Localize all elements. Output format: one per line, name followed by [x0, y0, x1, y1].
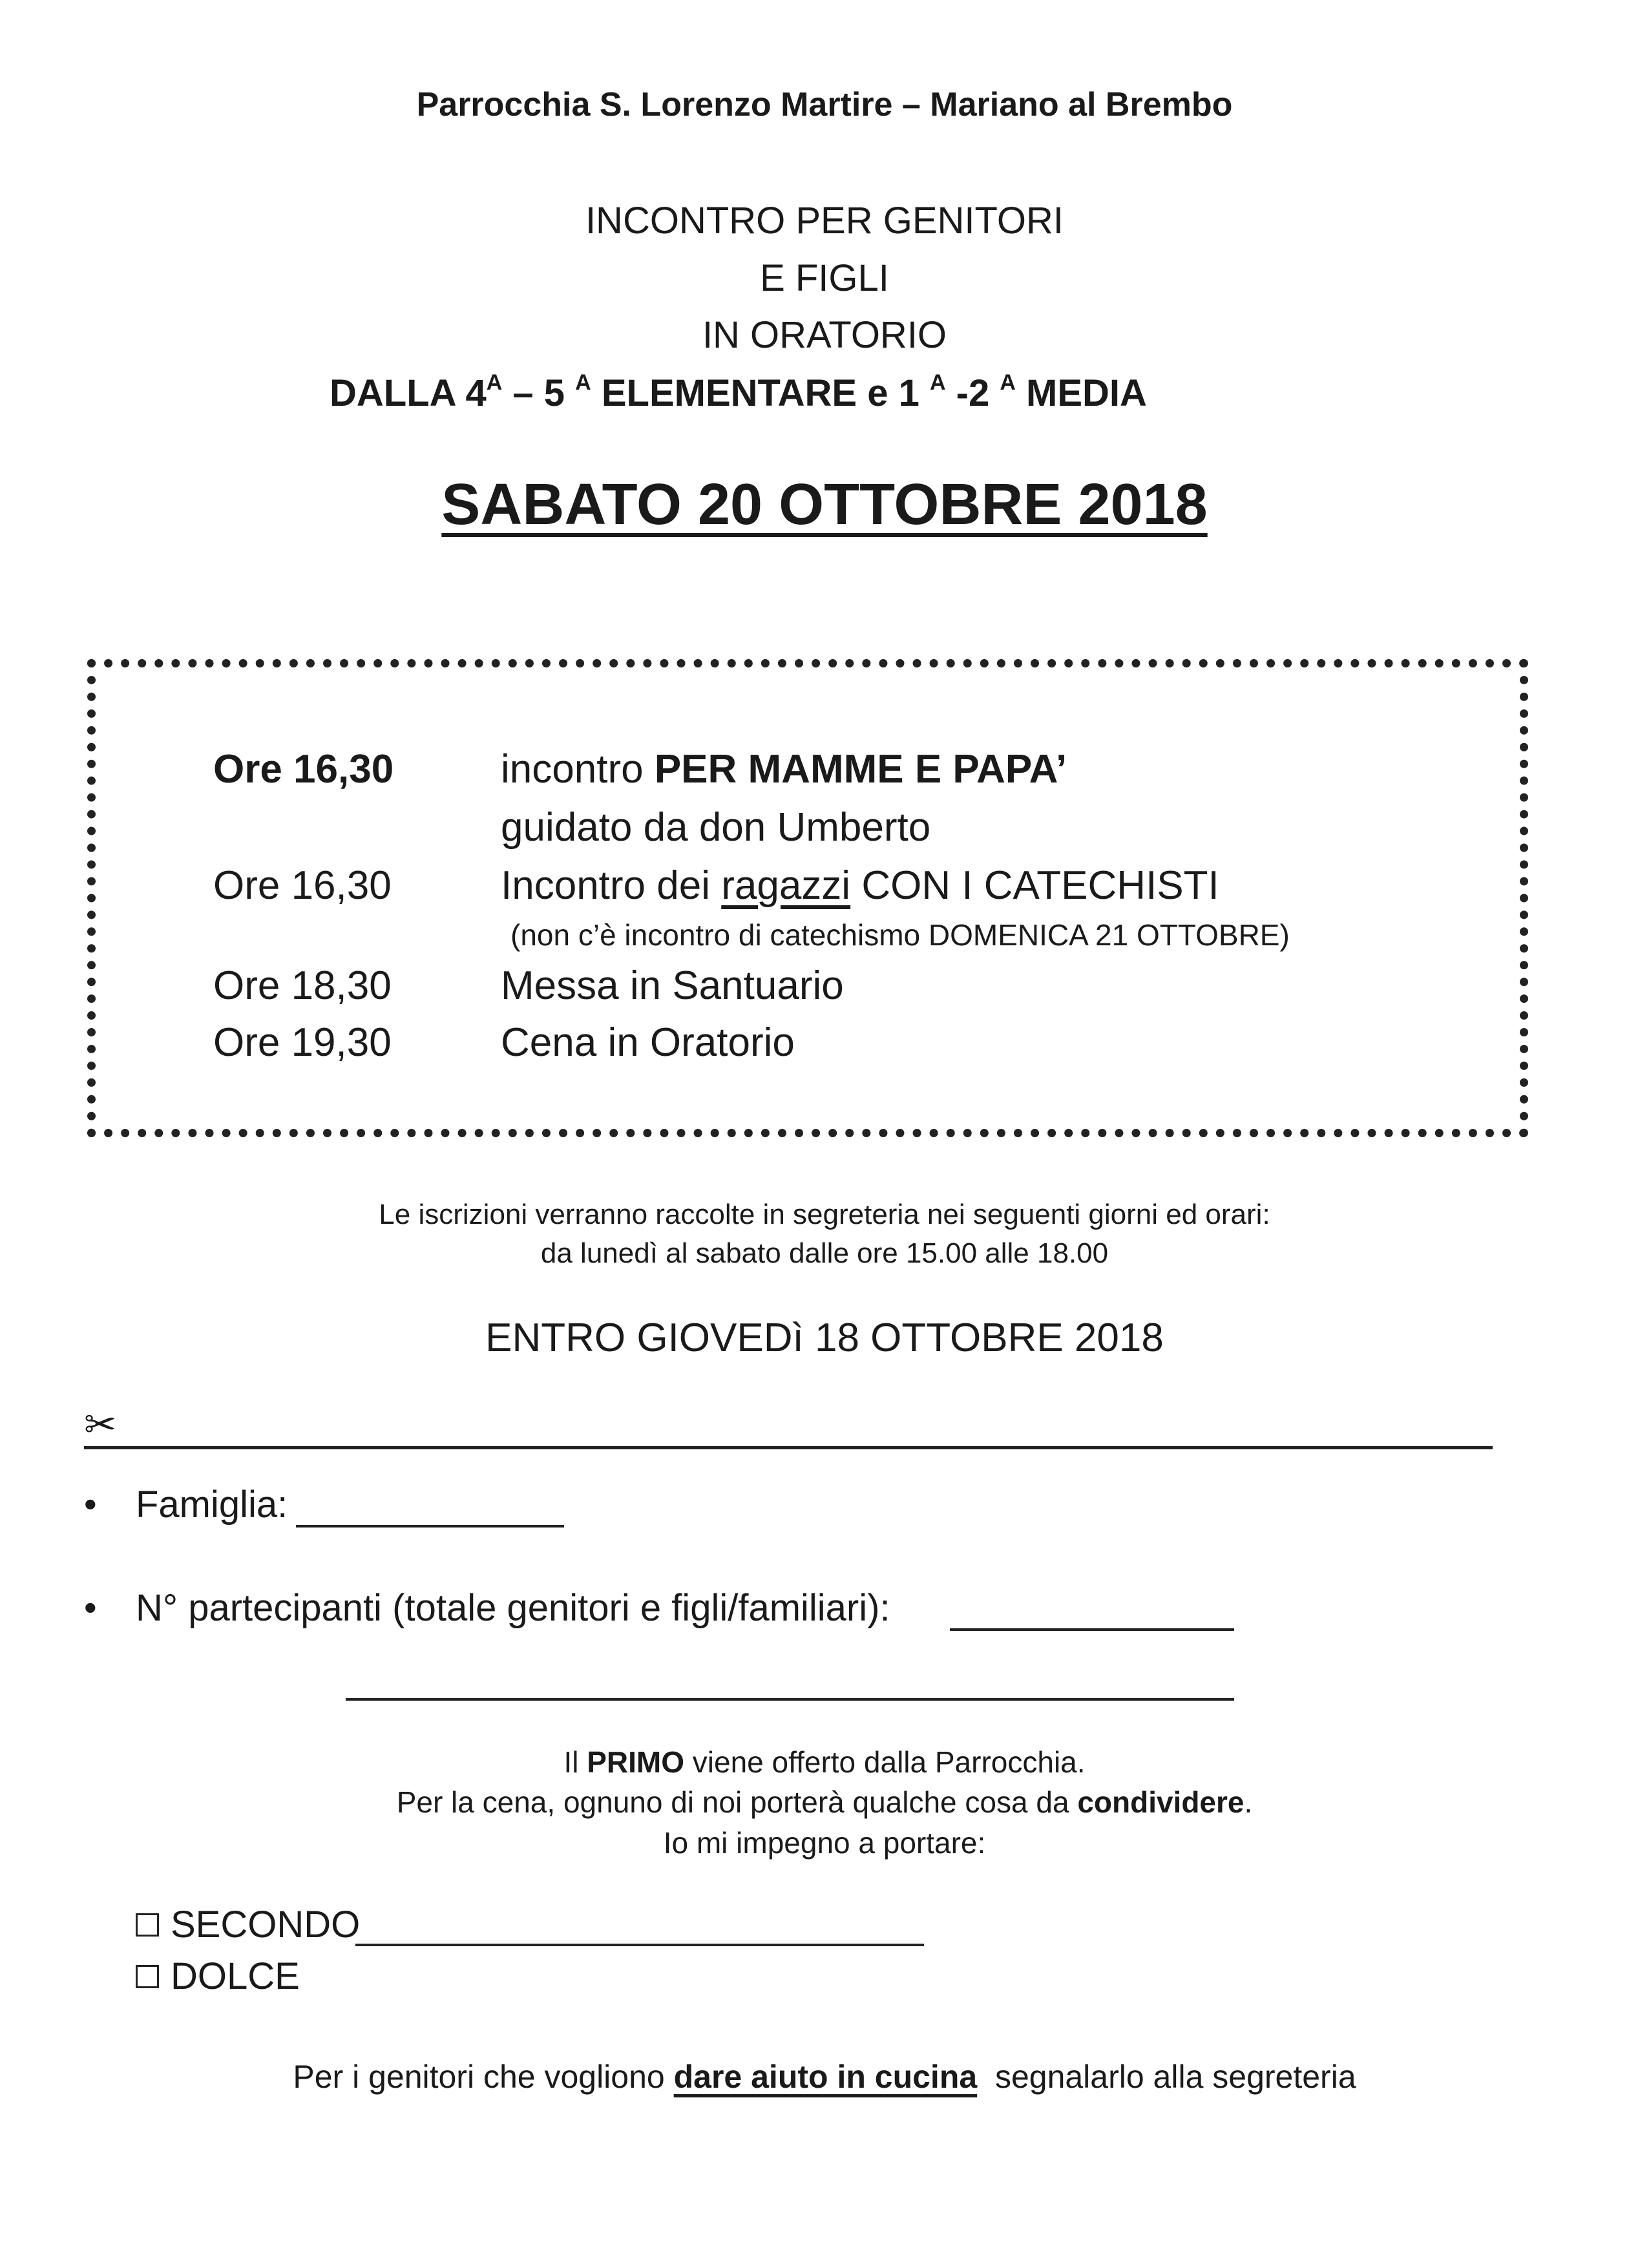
- kitchen-bold: dare aiuto in cucina: [673, 2059, 978, 2095]
- schedule-time-1: Ore 16,30: [213, 747, 394, 792]
- scissors-icon: ✂: [84, 1403, 117, 1446]
- primo-note: [0, 1745, 1649, 1780]
- primo-bold: PRIMO: [587, 1745, 685, 1779]
- cena-post: .: [1244, 1785, 1253, 1819]
- primo-pre: Il: [563, 1745, 587, 1779]
- classes-mid-3: -2: [945, 372, 1000, 414]
- schedule-activity-4: Cena in Oratorio: [501, 1020, 795, 1065]
- superscript-a: A: [486, 370, 503, 395]
- schedule-time-3: Ore 18,30: [213, 963, 392, 1008]
- famiglia-field[interactable]: [296, 1525, 564, 1528]
- event-date: [0, 472, 1649, 538]
- registration-info-line-2: da lunedì al sabato dalle ore 15.00 alle 18.00: [540, 1237, 1109, 1269]
- kitchen-post: segnalarlo alla segreteria: [977, 2059, 1356, 2095]
- dolce-checkbox[interactable]: [136, 1965, 159, 1988]
- secondo-label: SECONDO: [171, 1904, 361, 1946]
- schedule-activity-2: [501, 863, 1219, 908]
- registration-info-line-1: Le iscrizioni verranno raccolte in segreteria nei seguenti giorni ed orari:: [379, 1199, 1270, 1230]
- cut-line: [84, 1446, 1493, 1449]
- activity-2-text: Incontro dei: [501, 863, 722, 908]
- option-secondo[interactable]: [136, 1903, 360, 1946]
- schedule-time-4: Ore 19,30: [213, 1020, 392, 1065]
- title-line-3: IN ORATORIO: [702, 314, 947, 356]
- primo-post: viene offerto dalla Parrocchia.: [684, 1745, 1086, 1779]
- superscript-a: A: [929, 370, 946, 395]
- secondo-checkbox[interactable]: [136, 1913, 159, 1937]
- famiglia-label: Famiglia:: [136, 1484, 288, 1526]
- superscript-a: A: [575, 370, 591, 395]
- classes-mid-2: ELEMENTARE e 1: [591, 372, 930, 414]
- superscript-a: A: [1000, 370, 1016, 395]
- impegno-note: Io mi impegno a portare:: [663, 1826, 986, 1860]
- schedule-activity-1-cont: guidato da don Umberto: [501, 805, 931, 850]
- cena-bold: condividere: [1077, 1785, 1245, 1819]
- title-line-2: E FIGLI: [760, 257, 889, 299]
- cena-pre: Per la cena, ognuno di noi porterà qualche cosa da: [396, 1785, 1078, 1819]
- schedule-activity-3: Messa in Santuario: [501, 963, 844, 1008]
- classes-line: [330, 372, 1247, 415]
- activity-1-text: incontro: [501, 747, 655, 792]
- kitchen-pre: Per i genitori che vogliono: [293, 2059, 674, 2095]
- event-date-text: SABATO 20 OTTOBRE 2018: [441, 472, 1208, 537]
- activity-1-bold: PER MAMME E PAPA’: [654, 747, 1067, 792]
- classes-mid-1: – 5: [502, 372, 576, 414]
- title-line-1: INCONTRO PER GENITORI: [585, 200, 1064, 242]
- bullet: •: [84, 1484, 97, 1524]
- kitchen-help-note: [0, 2058, 1649, 2095]
- dolce-label: DOLCE: [171, 1955, 300, 1997]
- classes-prefix: DALLA 4: [330, 372, 487, 414]
- registration-deadline: ENTRO GIOVEDì 18 OTTOBRE 2018: [485, 1316, 1164, 1360]
- bullet: •: [84, 1587, 97, 1628]
- secondo-field[interactable]: [355, 1944, 924, 1946]
- partecipanti-label: N° partecipanti (totale genitori e figli/familiari):: [136, 1587, 890, 1629]
- classes-suffix: MEDIA: [1015, 372, 1147, 414]
- schedule-note: (non c’è incontro di catechismo DOMENICA 21 OTTOBRE): [510, 918, 1290, 952]
- activity-2-post: CON I CATECHISTI: [850, 863, 1219, 908]
- activity-2-underlined: ragazzi: [721, 863, 851, 908]
- cena-note: [0, 1785, 1649, 1820]
- parish-name: Parrocchia S. Lorenzo Martire – Mariano al Brembo: [416, 86, 1233, 123]
- partecipanti-extra-line[interactable]: [346, 1698, 1234, 1701]
- option-dolce[interactable]: [136, 1955, 300, 1998]
- schedule-activity-1: [501, 746, 1067, 792]
- partecipanti-field[interactable]: [950, 1628, 1234, 1631]
- schedule-time-2: Ore 16,30: [213, 863, 392, 908]
